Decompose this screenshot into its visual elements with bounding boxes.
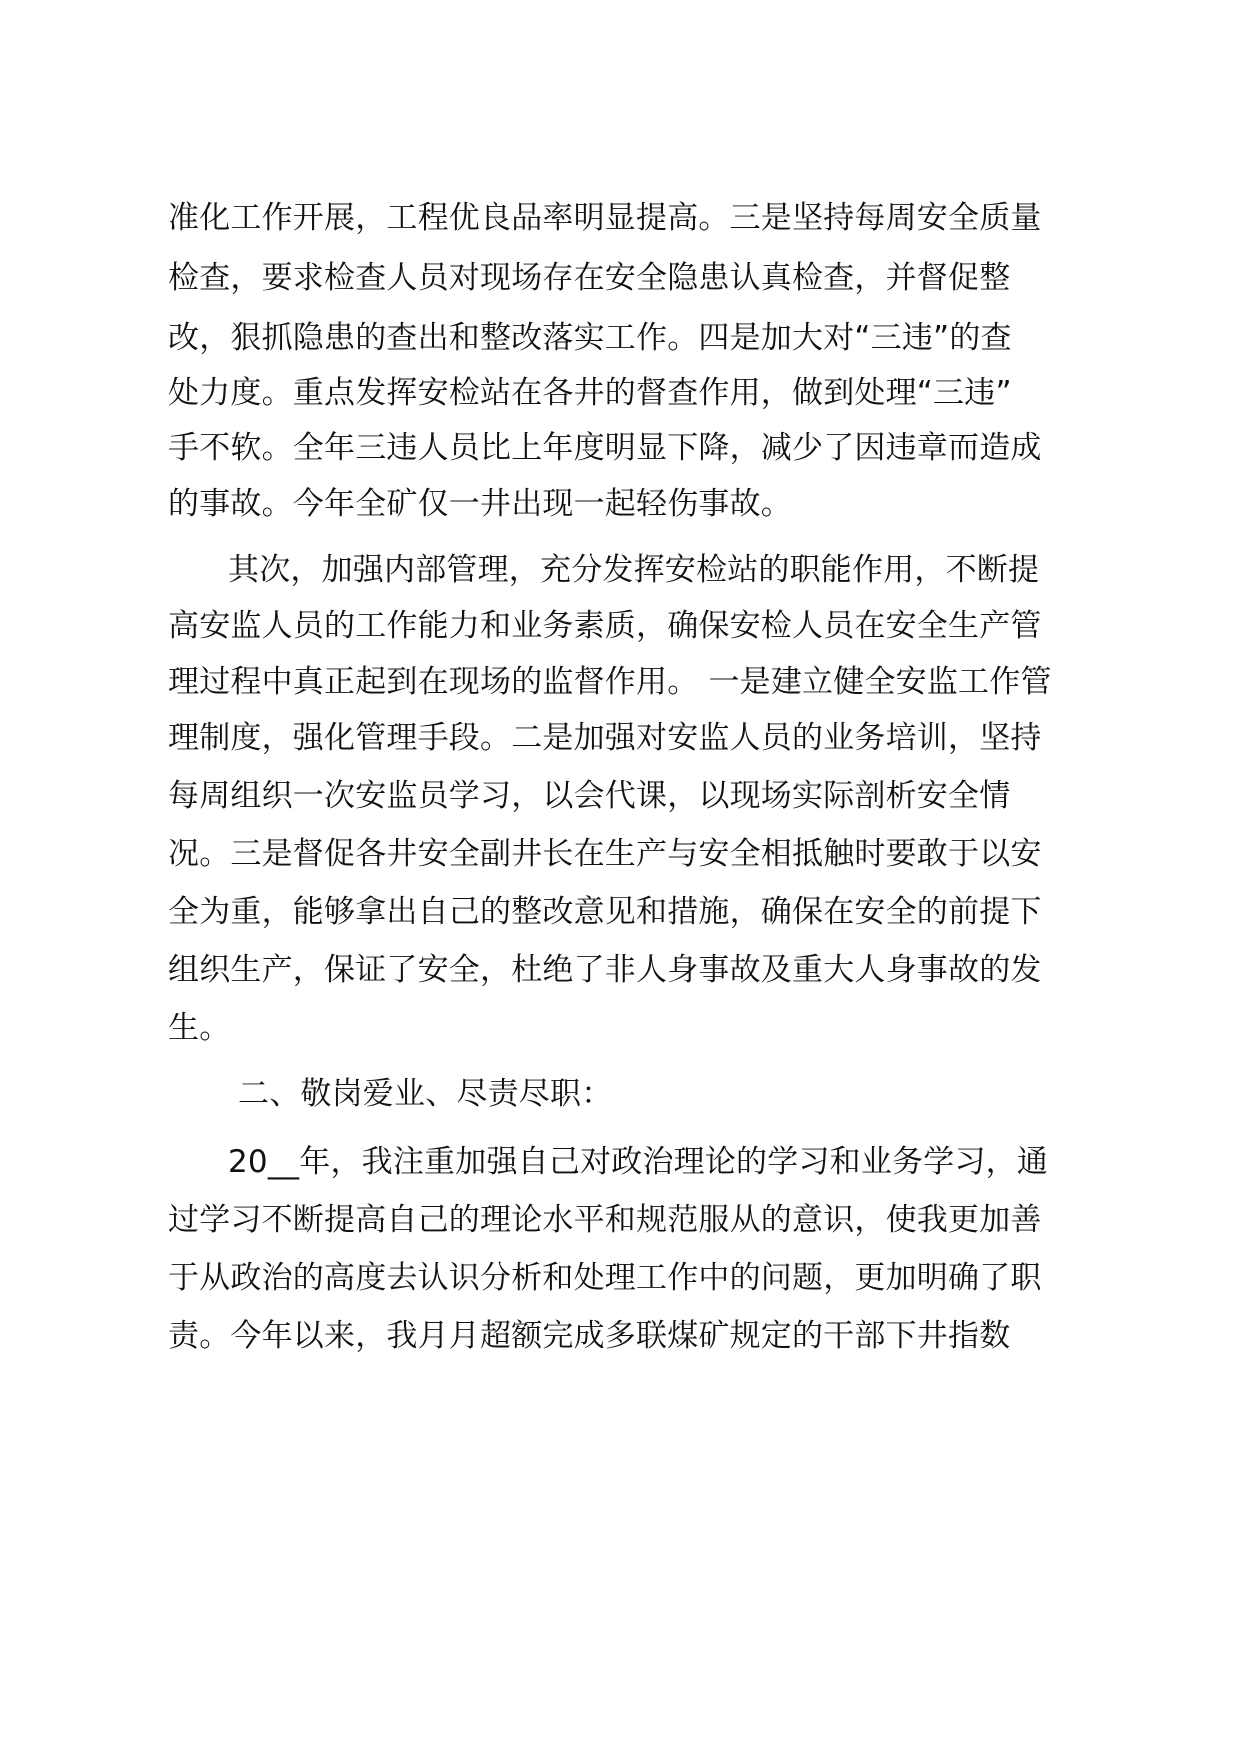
text-line: 组织生产，保证了安全，杜绝了非人身事故及重大人身事故的发	[168, 952, 1042, 988]
text-line: 每周组织一次安监员学习，以会代课，以现场实际剖析安全情	[168, 778, 1011, 814]
text-line: 理制度，强化管理手段。二是加强对安监人员的业务培训，坚持	[168, 720, 1042, 756]
text-line: 理过程中真正起到在现场的监督作用。 一是建立健全安监工作管	[168, 664, 1052, 700]
text-line: 手不软。全年三违人员比上年度明显下降，减少了因违章而造成	[168, 430, 1042, 466]
text-line: 的事故。今年全矿仅一井出现一起轻伤事故。	[168, 486, 792, 522]
text-line: 改，狠抓隐患的查出和整改落实工作。四是加大对“三违”的查	[168, 320, 1012, 356]
text-line: 生。	[168, 1010, 231, 1046]
text-line: 况。三是督促各井安全副井长在生产与安全相抵触时要敢于以安	[168, 836, 1042, 872]
text-line: 准化工作开展，工程优良品率明显提高。三是坚持每周安全质量	[168, 200, 1042, 236]
text-line: 检查，要求检查人员对现场存在安全隐患认真检查，并督促整	[168, 260, 1011, 296]
paragraph-first-line: 20__年，我注重加强自己对政治理论的学习和业务学习，通	[228, 1144, 1049, 1180]
text-line: 高安监人员的工作能力和业务素质，确保安检人员在安全生产管	[168, 608, 1042, 644]
text-line: 过学习不断提高自己的理论水平和规范服从的意识，使我更加善	[168, 1202, 1042, 1238]
section-heading: 二、敬岗爱业、尽责尽职：	[238, 1076, 613, 1112]
text-line: 全为重，能够拿出自己的整改意见和措施，确保在安全的前提下	[168, 894, 1042, 930]
paragraph-first-line: 其次，加强内部管理，充分发挥安检站的职能作用，不断提	[228, 552, 1040, 588]
text-line: 于从政治的高度去认识分析和处理工作中的问题，更加明确了职	[168, 1260, 1042, 1296]
text-line: 处力度。重点发挥安检站在各井的督查作用，做到处理“三违”	[168, 375, 1012, 411]
text-line: 责。今年以来，我月月超额完成多联煤矿规定的干部下井指数	[168, 1318, 1011, 1354]
